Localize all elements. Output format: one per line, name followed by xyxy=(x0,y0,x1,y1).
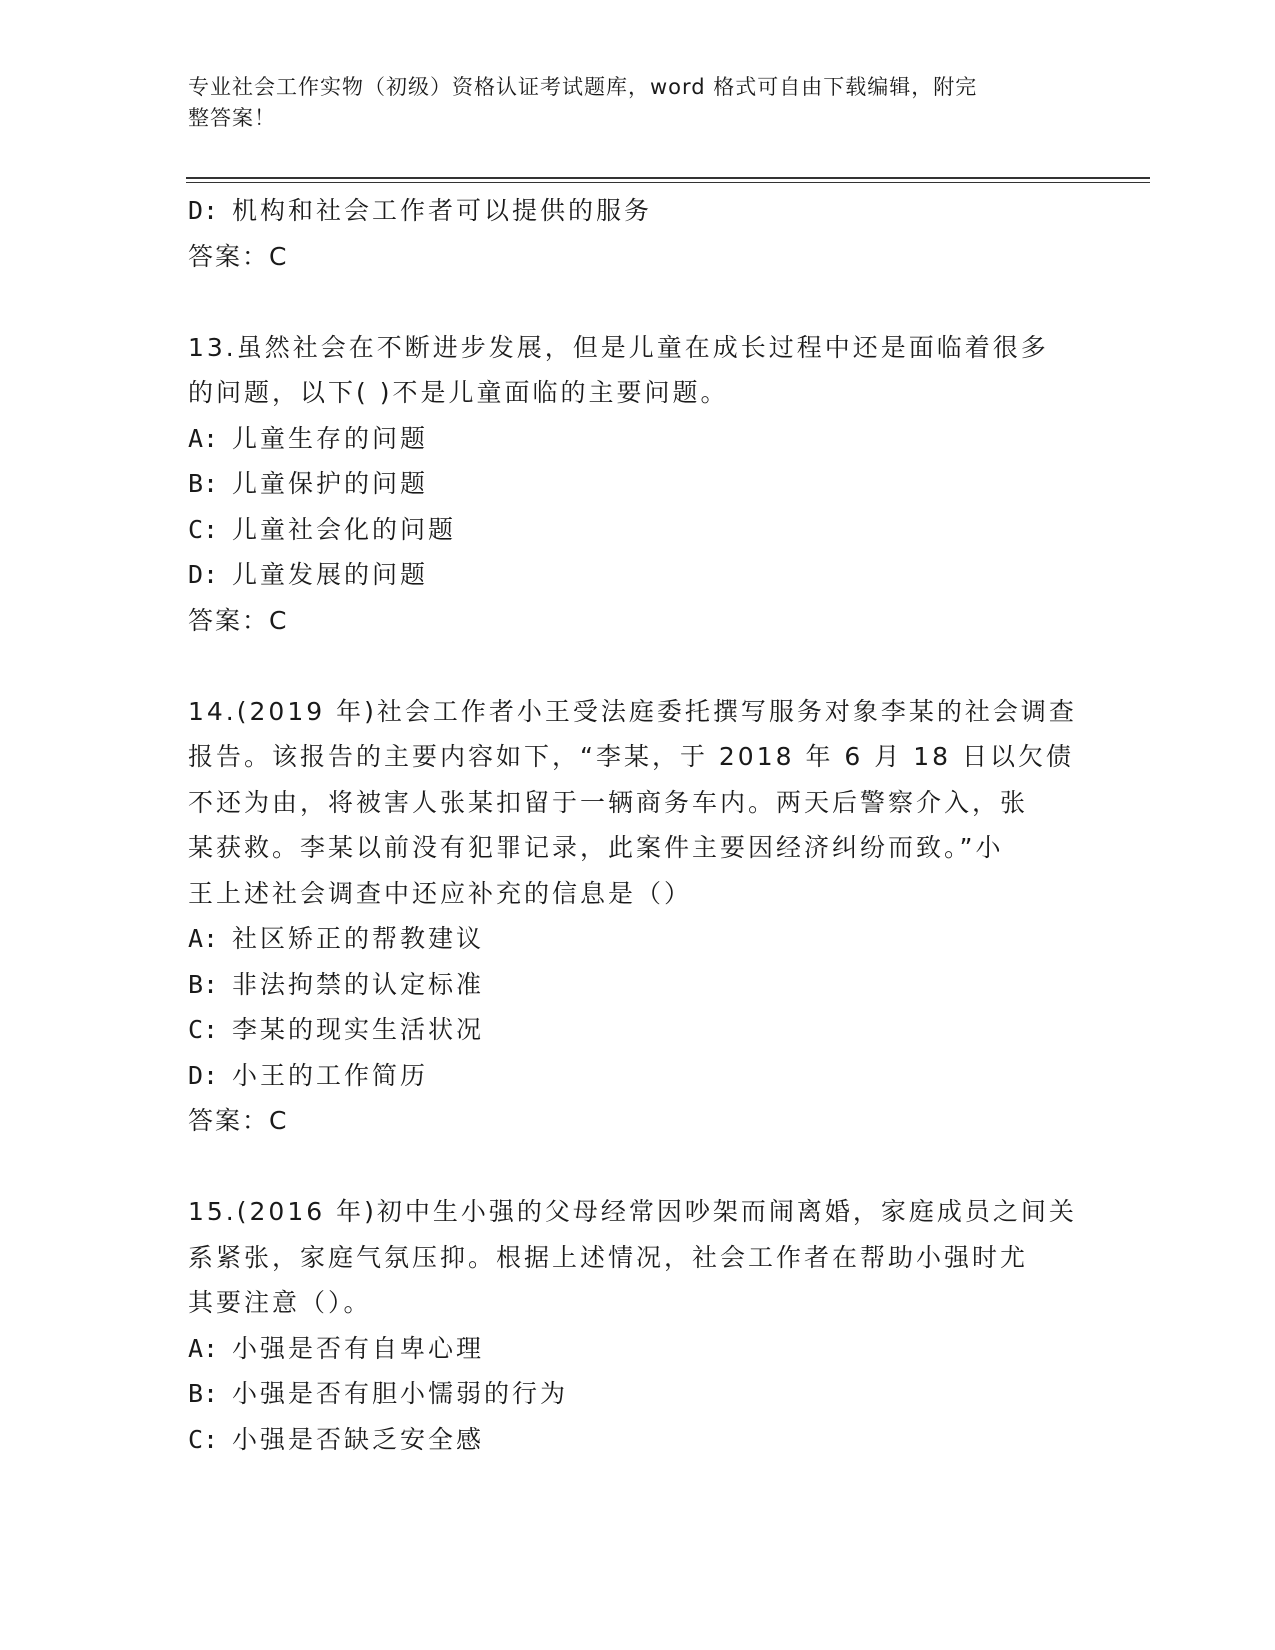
header-line-2: 整答案！ xyxy=(188,106,276,130)
question-14 xyxy=(188,689,1088,1144)
option-text: 小王的工作简历 xyxy=(232,1060,429,1090)
option-key: D: xyxy=(188,560,219,589)
option-key: B: xyxy=(188,469,219,498)
option-a xyxy=(188,1326,1088,1372)
question-stem-line: 王上述社会调查中还应补充的信息是（） xyxy=(188,878,693,908)
option-c xyxy=(188,507,1088,553)
question-stem-line: 报告。该报告的主要内容如下，“李某，于 2018 年 6 月 18 日以欠债 xyxy=(188,742,1074,771)
option-c xyxy=(188,1417,1088,1463)
page-header xyxy=(188,72,1088,134)
spacer xyxy=(188,279,1088,325)
spacer xyxy=(188,643,1088,689)
answer-line: 答案：C xyxy=(188,605,289,635)
option-key: D: xyxy=(188,196,219,225)
option-text: 小强是否有自卑心理 xyxy=(232,1333,485,1363)
question-13 xyxy=(188,325,1088,644)
option-text: 儿童社会化的问题 xyxy=(232,514,457,544)
option-b xyxy=(188,461,1088,507)
option-text: 机构和社会工作者可以提供的服务 xyxy=(232,196,653,225)
option-key: A: xyxy=(188,924,219,953)
spacer xyxy=(188,1144,1088,1190)
question-15 xyxy=(188,1189,1088,1462)
answer-line: 答案：C xyxy=(188,1106,289,1135)
header-divider xyxy=(186,177,1150,183)
question-stem-line: 的问题，以下( )不是儿童面临的主要问题。 xyxy=(188,378,729,407)
option-key: A: xyxy=(188,423,219,453)
question-stem-line: 不还为由，将被害人张某扣留于一辆商务车内。两天后警察介入，张 xyxy=(188,787,1029,817)
answer-line: 答案：C xyxy=(188,241,289,271)
option-text: 李某的现实生活状况 xyxy=(232,1015,485,1044)
option-key: B: xyxy=(188,1379,219,1408)
option-d xyxy=(188,552,1088,598)
option-key: C: xyxy=(188,514,219,544)
option-text: 非法拘禁的认定标准 xyxy=(232,969,485,999)
question-stem-line: 13.虽然社会在不断进步发展，但是儿童在成长过程中还是面临着很多 xyxy=(188,332,1049,362)
document-body xyxy=(188,188,1088,1462)
question-stem-line: 15.(2016 年)初中生小强的父母经常因吵架而闹离婚，家庭成员之间关 xyxy=(188,1197,1077,1226)
option-key: C: xyxy=(188,1015,219,1044)
option-text: 小强是否缺乏安全感 xyxy=(232,1424,485,1454)
option-a xyxy=(188,416,1088,462)
question-stem-line: 14.(2019 年)社会工作者小王受法庭委托撰写服务对象李某的社会调查 xyxy=(188,696,1077,726)
option-b xyxy=(188,962,1088,1008)
option-key: C: xyxy=(188,1424,219,1454)
option-text: 社区矫正的帮教建议 xyxy=(232,924,485,953)
option-d xyxy=(188,188,1088,234)
option-text: 小强是否有胆小懦弱的行为 xyxy=(232,1379,569,1408)
option-key: A: xyxy=(188,1333,219,1363)
header-line-1: 专业社会工作实物（初级）资格认证考试题库，word 格式可自由下载编辑，附完 xyxy=(188,75,978,99)
option-text: 儿童生存的问题 xyxy=(232,423,429,453)
option-d xyxy=(188,1053,1088,1099)
question-12-tail xyxy=(188,188,1088,279)
option-key: B: xyxy=(188,969,219,999)
option-key: D: xyxy=(188,1060,219,1090)
question-stem-line: 某获救。李某以前没有犯罪记录，此案件主要因经济纠纷而致。”小 xyxy=(188,833,1004,862)
option-text: 儿童保护的问题 xyxy=(232,469,429,498)
question-stem-line: 系紧张，家庭气氛压抑。根据上述情况，社会工作者在帮助小强时尤 xyxy=(188,1242,1029,1272)
option-b xyxy=(188,1371,1088,1417)
option-c xyxy=(188,1007,1088,1053)
question-stem-line: 其要注意（）。 xyxy=(188,1288,372,1317)
option-a xyxy=(188,916,1088,962)
option-text: 儿童发展的问题 xyxy=(232,560,429,589)
